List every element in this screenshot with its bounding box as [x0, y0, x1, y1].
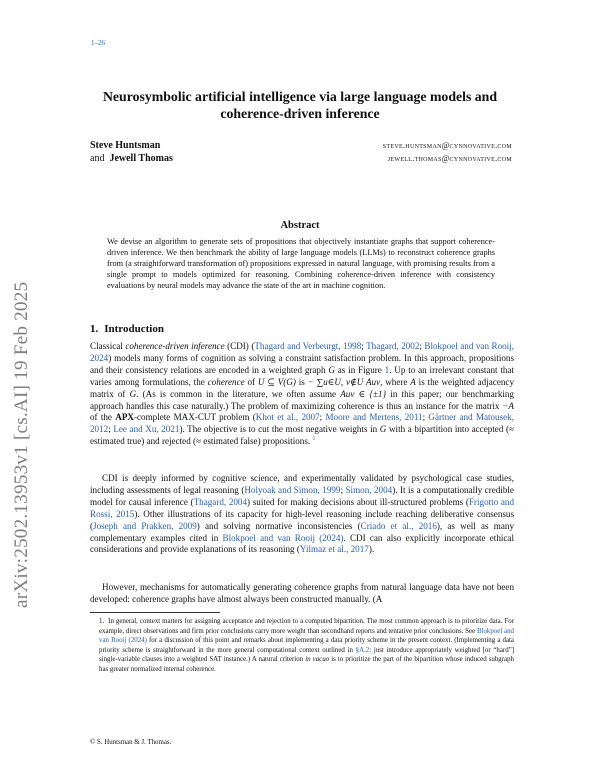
math-inline: A	[410, 376, 416, 387]
section-link[interactable]: §A.2	[355, 646, 370, 654]
paragraph-introduction-2: CDI is deeply informed by cognitive science, and experimentally validated by psychological case studies, including assessments of legal reasoning (Holyoak and Simon, 1999; Simon, 2004). It is a computationally credible model for causal inference (Thagard, 2004) suited for making decisions about ill-structured problems (Frigotto and Rossi, 2015). Other illustrations of its capacity for high-level reasoning include reaching deliberative consensus (Joseph and Prakken, 2009) and solving normative inconsistencies (Criado et al., 2016), as well as many complementary examples cited in Blokpoel and van Rooij (2024). CDI can also explicitly incorporate ethical considerations and provide explanations of its reasoning (Yilmaz et al., 2017).	[90, 473, 515, 555]
copyright-notice: © S. Huntsman & J. Thomas.	[90, 739, 172, 746]
math-inline: −A	[502, 400, 514, 411]
section-title: Introduction	[104, 323, 164, 335]
citation-link[interactable]: Blokpoel and van Rooij (2024)	[222, 532, 344, 543]
section-heading	[90, 323, 164, 335]
author-conjunction: and	[90, 153, 105, 164]
paragraph-introduction-3: However, mechanisms for automatically generating coherence graphs from natural language data have not been developed: coherence graphs have almost always been constructed manually. (A	[90, 582, 514, 604]
math-inline: U ⊆ V(G)	[257, 376, 296, 387]
footnote-ref-link[interactable]: 1	[312, 436, 316, 443]
citation-link[interactable]: Holyoak and Simon, 1999	[244, 484, 341, 495]
citation-link[interactable]: Criado et al., 2016	[360, 520, 437, 531]
math-inline: Auv ∈ {±1}	[340, 388, 387, 399]
math-inline: − ∑u∈U, v∉U Auv	[307, 376, 381, 387]
citation-link[interactable]: Lee and Xu, 2021	[113, 424, 180, 435]
footnote-number: 1.	[99, 618, 105, 625]
term-emphasis: in vacuo	[305, 656, 330, 664]
citation-link[interactable]: Blokpoel and van Rooij (2024)	[99, 627, 515, 645]
citation-link[interactable]: Joseph and Prakken, 2009	[93, 520, 197, 531]
citation-link[interactable]: Thagard and Verbeurgt, 1998	[254, 341, 362, 351]
math-inline: G	[129, 388, 137, 399]
author-name: Steve Huntsman	[90, 140, 161, 151]
citation-link[interactable]: Khot et al., 2007	[255, 412, 320, 423]
arxiv-identifier[interactable]: arXiv:2502.13953v1 [cs.AI] 19 Feb 2025	[11, 281, 32, 609]
term-emphasis: coherence	[207, 376, 245, 387]
footnote: 1. In general, context matters for assigning acceptance and rejection to a computed bipartition. The most common approach is to prioritize data. For example, direct observations and firm prior conclusions carry more weight than secondhand reports and tentative prior conclusions. See Blokpoel and van Rooij (2024) for a discussion of this point and remarks about implementing a data priority scheme in the present context. (Implementing a data priority scheme is straightforward in the more general computational context outlined in §A.2: just introduce appropriately weighted [or “hard”] single-variable clauses into a weighted SAT instance.) A natural criterion in vacuo is to prioritize the part of the bipartition whose induced subgraph has greater normalized internal coherence.	[99, 618, 515, 673]
author-email[interactable]: jewell.thomas@cynnovative.com	[387, 154, 512, 163]
section-number: 1.	[90, 323, 99, 335]
term-emphasis: coherence-driven inference	[125, 341, 225, 351]
citation-link[interactable]: Simon, 2004	[345, 484, 393, 495]
abstract-heading: Abstract	[280, 220, 320, 231]
footnote-divider	[90, 612, 220, 613]
paper-title: Neurosymbolic artificial intelligence via large language models and coherence-driven inference	[102, 89, 498, 121]
math-inline: G	[328, 364, 335, 375]
citation-link[interactable]: Yilmaz et al., 2017	[299, 544, 369, 555]
author-name	[90, 153, 173, 164]
citation-link[interactable]: Moore and Mertens, 2011	[325, 412, 423, 423]
paragraph-introduction-1: Classical coherence-driven inference (CDI) (Thagard and Verbeurgt, 1998; Thagard, 2002; Blokpoel and van Rooij, 2024) models many forms of cognition as solving a constraint satisfaction problem. In this approach, propositions and their consistency relations are encoded in a weighted graph G as in Figure 1. Up to an irrelevant constant that varies among formulations, the coherence of U ⊆ V(G) is − ∑u∈U, v∉U Auv, where A is the weighted adjacency matrix of G. (As is common in the literature, we often assume Auv ∈ {±1} in this paper; our benchmarking approach handles this case naturally.) The problem of maximizing coherence is thus an instance for the matrix −A of the APX-complete MAX-CUT problem (Khot et al., 2007; Moore and Mertens, 2011; Gärtner and Matousek, 2012; Lee and Xu, 2021). The objective is to cut the most negative weights in G with a bipartition into accepted (≈ estimated true) and rejected (≈ estimated false) propositions. $^1$	[90, 341, 514, 447]
author-name-text: Jewell Thomas	[109, 153, 173, 164]
citation-link[interactable]: Thagard, 2004	[193, 496, 248, 507]
abstract-body: We devise an algorithm to generate sets of propositions that objectively instantiate graphs that support coherence-driven inference. We then benchmark the ability of large language models (LLMs) to reconstruct coherence graphs from (a straightforward transformation of) propositions expressed in natural language, with promising results from a single prompt to models optimized for reasoning. Combining coherence-driven inference with consistency evaluations by neural models may advance the state of the art in machine cognition.	[107, 237, 495, 290]
citation-link[interactable]: Gärtner and Matousek, 2012	[90, 412, 514, 435]
page-number: 1–26	[91, 39, 105, 47]
citation-link[interactable]: Blokpoel and van Rooij, 2024	[90, 341, 514, 363]
figure-link[interactable]: 1	[384, 364, 390, 375]
citation-link[interactable]: Frigotto and Rossi, 2015	[90, 496, 515, 519]
complexity-class: APX	[115, 412, 134, 423]
math-inline: G	[379, 424, 387, 435]
citation-link[interactable]: Thagard, 2002	[366, 341, 420, 351]
author-email[interactable]: steve.huntsman@cynnovative.com	[382, 141, 512, 150]
